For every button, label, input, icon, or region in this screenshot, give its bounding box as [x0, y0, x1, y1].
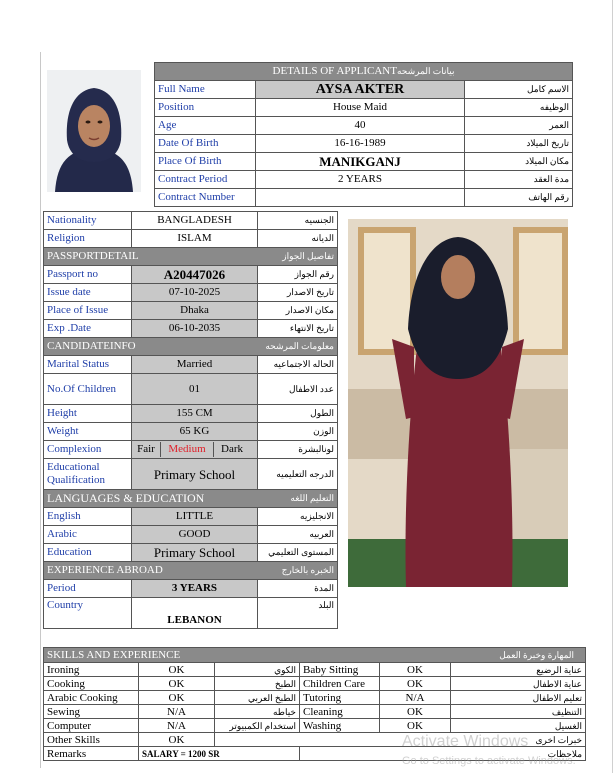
ar-passport-no: رقم الجواز: [258, 266, 338, 284]
row-contract-number: [155, 189, 573, 207]
value-remarks: SALARY = 1200 SR: [139, 747, 300, 761]
value-place-of-issue: Dhaka: [132, 302, 258, 320]
passport-title: PASSPORTDETAIL: [47, 250, 139, 262]
label-position: Position: [155, 99, 256, 117]
skill-ar: عناية الاطفال: [451, 677, 586, 691]
label-passport-no: Passport no: [44, 266, 132, 284]
details-title: DETAILS OF APPLICANT: [272, 65, 397, 77]
ar-issue-date: تاريخ الاصدار: [258, 284, 338, 302]
row-education: [44, 544, 338, 562]
skill-label: Cooking: [44, 677, 139, 691]
right-margin-line: [612, 0, 613, 773]
ar-height: الطول: [258, 405, 338, 423]
skill-row: [44, 719, 586, 733]
skill-label: Ironing: [44, 663, 139, 677]
ar-religion: الديانه: [258, 230, 338, 248]
complexion-dark: Dark: [221, 443, 243, 455]
label-education: Education: [44, 544, 132, 562]
label-remarks: Remarks: [44, 747, 139, 761]
skill-value: N/A: [139, 719, 215, 733]
languages-title: LANGUAGES & EDUCATION: [47, 490, 205, 505]
skill-value: OK: [139, 677, 215, 691]
passport-title-ar: تفاصيل الجواز: [282, 251, 334, 261]
label-nationality: Nationality: [44, 212, 132, 230]
skill-row: [44, 663, 586, 677]
experience-section-header: [44, 562, 338, 580]
ar-complexion: لونالبشرة: [258, 441, 338, 459]
ar-period: المدة: [258, 580, 338, 598]
skill-ar: الكوي: [215, 663, 300, 677]
skill-value: OK: [139, 663, 215, 677]
value-full-name: AYSA AKTER: [256, 81, 465, 99]
row-age: [155, 117, 573, 135]
value-passport-no: A20447026: [132, 266, 258, 284]
activate-windows-title: Activate Windows: [402, 733, 529, 750]
row-english: [44, 508, 338, 526]
label-children: No.Of Children: [44, 374, 132, 405]
skills-title: SKILLS AND EXPERIENCE: [47, 648, 181, 661]
ar-children: عدد الاطفال: [258, 374, 338, 405]
row-marital-status: [44, 356, 338, 374]
label-place-of-issue: Place of Issue: [44, 302, 132, 320]
label-exp-date: Exp .Date: [44, 320, 132, 338]
value-contract-period: 2 YEARS: [256, 171, 465, 189]
value-education: Primary School: [132, 544, 258, 562]
value-period: 3 YEARS: [132, 580, 258, 598]
candidate-section-header: [44, 338, 338, 356]
details-title-ar: بيانات المرشحه: [396, 66, 455, 76]
complexion-fair: Fair: [137, 443, 155, 455]
ar-dob: تاريخ الميلاد: [465, 135, 573, 153]
label-dob: Date Of Birth: [155, 135, 256, 153]
row-position: [155, 99, 573, 117]
row-weight: [44, 423, 338, 441]
value-issue-date: 07-10-2025: [132, 284, 258, 302]
label-full-name: Full Name: [155, 81, 256, 99]
left-margin-line: [40, 52, 41, 768]
row-country: [44, 598, 338, 629]
row-passport-no: [44, 266, 338, 284]
skill-ar: استخدام الكمبيوتر: [215, 719, 300, 733]
label-education-qualification: Educational Qualification: [44, 459, 132, 490]
label-marital-status: Marital Status: [44, 356, 132, 374]
value-position: House Maid: [256, 99, 465, 117]
passport-section-header: [44, 248, 338, 266]
ar-arabic: العربيه: [258, 526, 338, 544]
ar-english: الانجليزيه: [258, 508, 338, 526]
value-education-qualification: Primary School: [132, 459, 258, 490]
applicant-info-table: [43, 211, 338, 629]
skill-label: Washing: [300, 719, 380, 733]
skill-value: OK: [380, 663, 451, 677]
ar-education-qualification: الدرجه التعليميه: [258, 459, 338, 490]
passport-photo: [47, 70, 141, 192]
skill-label: Computer: [44, 719, 139, 733]
row-issue-date: [44, 284, 338, 302]
value-country: LEBANON: [132, 598, 258, 629]
label-english: English: [44, 508, 132, 526]
value-pob: MANIKGANJ: [256, 153, 465, 171]
value-marital-status: Married: [132, 356, 258, 374]
label-weight: Weight: [44, 423, 132, 441]
value-exp-date: 06-10-2035: [132, 320, 258, 338]
skill-label: Sewing: [44, 705, 139, 719]
skill-ar: الغسيل: [451, 719, 586, 733]
skill-ar: التنظيف: [451, 705, 586, 719]
value-religion: ISLAM: [132, 230, 258, 248]
row-nationality: [44, 212, 338, 230]
skill-row: [44, 705, 586, 719]
skill-ar: عناية الرضيع: [451, 663, 586, 677]
label-arabic: Arabic: [44, 526, 132, 544]
details-header: [155, 63, 573, 81]
label-pob: Place Of Birth: [155, 153, 256, 171]
languages-section-header: [44, 490, 338, 508]
label-contract-period: Contract Period: [155, 171, 256, 189]
complexion-medium: Medium: [160, 442, 214, 457]
value-nationality: BANGLADESH: [132, 212, 258, 230]
skill-row: [44, 677, 586, 691]
ar-country: البلد: [258, 598, 338, 629]
row-period: [44, 580, 338, 598]
value-contract-number: [256, 189, 465, 207]
label-period: Period: [44, 580, 132, 598]
label-complexion: Complexion: [44, 441, 132, 459]
ar-other-skills: خبرات اخرى: [215, 733, 586, 747]
skill-value: OK: [380, 719, 451, 733]
row-children: [44, 374, 338, 405]
candidate-title-ar: معلومات المرشحه: [265, 341, 334, 351]
row-dob: [155, 135, 573, 153]
ar-nationality: الجنسيه: [258, 212, 338, 230]
value-english: LITTLE: [132, 508, 258, 526]
row-exp-date: [44, 320, 338, 338]
label-other-skills: Other Skills: [44, 733, 139, 747]
personal-details-table: [154, 62, 573, 207]
activate-windows-subtitle: Go to Settings to activate Windows.: [402, 755, 576, 767]
ar-pob: مكان الميلاد: [465, 153, 573, 171]
label-height: Height: [44, 405, 132, 423]
value-children: 01: [132, 374, 258, 405]
skill-label: Cleaning: [300, 705, 380, 719]
ar-contract-number: رقم الهاتف: [465, 189, 573, 207]
label-contract-number: Contract Number: [155, 189, 256, 207]
skills-title-ar: المهارة وخبرة العمل: [499, 649, 575, 660]
value-age: 40: [256, 117, 465, 135]
value-complexion: [132, 441, 258, 459]
skill-ar: الطبخ العربي: [215, 691, 300, 705]
label-religion: Religion: [44, 230, 132, 248]
value-height: 155 CM: [132, 405, 258, 423]
skill-value: OK: [380, 677, 451, 691]
row-complexion: [44, 441, 338, 459]
ar-age: العمر: [465, 117, 573, 135]
row-height: [44, 405, 338, 423]
languages-title-ar: التعليم اللغه: [290, 492, 334, 503]
skill-label: Arabic Cooking: [44, 691, 139, 705]
row-arabic: [44, 526, 338, 544]
skill-value: N/A: [139, 705, 215, 719]
ar-education: المستوى التعليمي: [258, 544, 338, 562]
row-religion: [44, 230, 338, 248]
skill-ar: تعليم الاطفال: [451, 691, 586, 705]
row-full-name: [155, 81, 573, 99]
value-dob: 16-16-1989: [256, 135, 465, 153]
skill-value: OK: [380, 705, 451, 719]
skill-ar: خياطه: [215, 705, 300, 719]
label-country: Country: [44, 598, 132, 629]
skill-value: OK: [139, 691, 215, 705]
ar-contract-period: مدة العقد: [465, 171, 573, 189]
row-pob: [155, 153, 573, 171]
ar-place-of-issue: مكان الاصدار: [258, 302, 338, 320]
skill-label: Children Care: [300, 677, 380, 691]
ar-exp-date: تاريخ الانتهاء: [258, 320, 338, 338]
ar-marital-status: الحاله الاجتماعيه: [258, 356, 338, 374]
ar-position: الوظيفه: [465, 99, 573, 117]
skill-label: Baby Sitting: [300, 663, 380, 677]
full-body-photo: [348, 219, 568, 587]
experience-title-ar: الخبره بالخارج: [281, 565, 334, 575]
ar-remarks: ملاحظات: [300, 747, 586, 761]
value-weight: 65 KG: [132, 423, 258, 441]
label-issue-date: Issue date: [44, 284, 132, 302]
skill-ar: الطبخ: [215, 677, 300, 691]
experience-title: EXPERIENCE ABROAD: [47, 564, 163, 576]
row-contract-period: [155, 171, 573, 189]
skills-section-header: [44, 648, 586, 663]
skill-value: N/A: [380, 691, 451, 705]
ar-weight: الوزن: [258, 423, 338, 441]
candidate-title: CANDIDATEINFO: [47, 340, 136, 352]
row-education-qualification: [44, 459, 338, 490]
ar-full-name: الاسم كامل: [465, 81, 573, 99]
label-age: Age: [155, 117, 256, 135]
value-other-skills: OK: [139, 733, 215, 747]
row-place-of-issue: [44, 302, 338, 320]
skill-row: [44, 691, 586, 705]
skill-label: Tutoring: [300, 691, 380, 705]
value-arabic: GOOD: [132, 526, 258, 544]
